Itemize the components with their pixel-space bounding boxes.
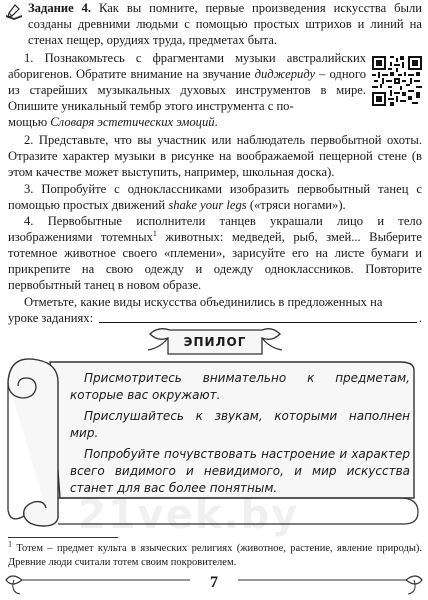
item-4-text-a: 4. Первобытные исполнители танцев украшали лицо и тело изображениями тотемных [8, 214, 422, 244]
pencil-book-icon [4, 2, 24, 22]
item-1-end: . [214, 115, 218, 129]
footnote-text: Тотем – предмет культа в языческих религиях (животное, растение, явление природы). Древние люди считали тотем своим покровителем. [8, 543, 422, 568]
summary-answer-label: уроке заданиях: [8, 311, 94, 325]
page-number: 7 [210, 574, 218, 591]
item-1-instrument: диджериду [254, 67, 316, 81]
item-3 [8, 181, 422, 213]
item-1 [8, 50, 366, 114]
footnote-divider [8, 537, 118, 538]
task-intro [28, 0, 422, 48]
item-1-text-a: 1. Познакомьтесь с фрагментами музыки австралийских аборигенов. Обратите внимание на звучание [8, 51, 366, 81]
epilogue-line-1: Присмотритесь внимательно к предметам, которые вас окружают. [70, 371, 410, 402]
item-4-text-b: животных: медведей, рыб, змей... Выберите тотемное животное своего «племени», зарисуйте его на листе бумаги и прикрепите на свою одежду и одежду одноклассников. Повторите первобытный танец в новом образе. [8, 230, 423, 292]
epilogue-line-3: Попробуйте почувствовать настроение и характер всего видимого и невидимого, и мир искусства станет для вас более понятным. [70, 447, 410, 495]
item-2: 2. Представьте, что вы участник или наблюдатель первобытной охоты. Отразите характер музыки в рисунке на воображаемой пещерной стене (в этом качестве может выступить, например, школьная доска). [8, 133, 422, 179]
item-1-text-c: мощью [8, 115, 48, 129]
footnote-ref[interactable]: 1 [152, 228, 157, 238]
qr-code-icon[interactable] [372, 56, 422, 106]
epilogue-line-2: Прислушайтесь к звукам, которыми наполнен мир. [70, 409, 410, 440]
item-3-dance-name: shake your legs [168, 198, 247, 212]
epilogue-title: ЭПИЛОГ [183, 335, 247, 349]
item-1-cont [8, 114, 422, 130]
item-1-text-b: – одного из старейших музыкальных духовых инструментов в мире. Опишите уникальный тембр этого инструмента с по- [8, 67, 367, 113]
task-intro-text: Как вы помните, первые произведения искусства были созданы древними людьми с помощью простых штрихов и линий на стенах пещер, орудиях труда, предметах быта. [28, 1, 422, 47]
item-3-text-a: 3. Попробуйте с одноклассниками изобразить первобытный танец с помощью простых движений [8, 182, 422, 212]
item-1-dictionary: Словаря эстетических эмоций [50, 115, 215, 129]
summary-answer-end: . [418, 311, 422, 325]
item-3-text-b: («тряси ногами»). [249, 198, 346, 212]
footnote [8, 539, 422, 570]
task-label: Задание 4. [28, 1, 92, 15]
footnote-mark: 1 [8, 539, 12, 549]
summary-question: Отметьте, какие виды искусства объединились в предложенных на [24, 295, 383, 309]
item-4 [8, 213, 422, 293]
watermark: 21vek.by [78, 492, 300, 538]
